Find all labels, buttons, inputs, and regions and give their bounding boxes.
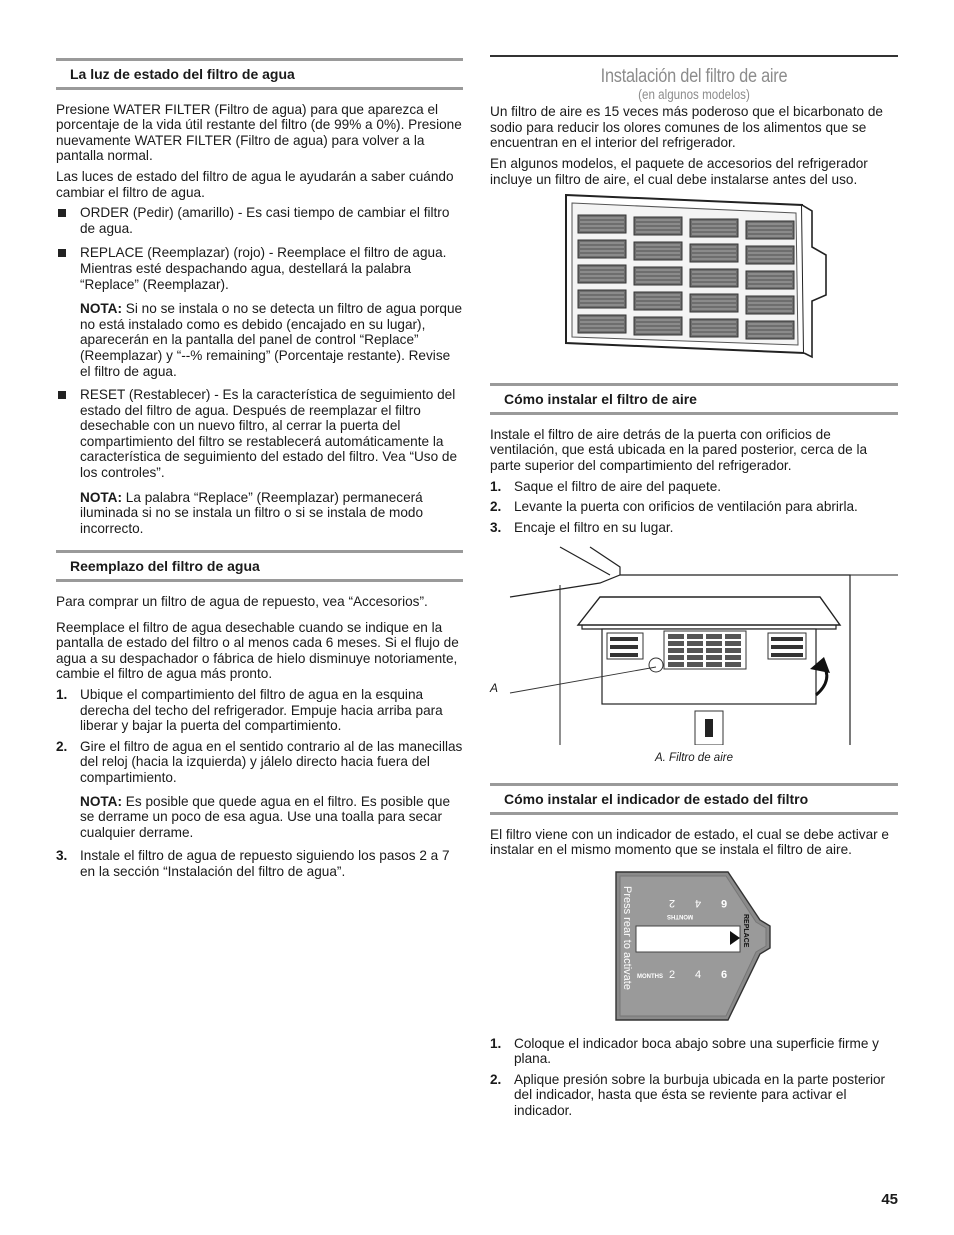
install-filter-slat: [668, 648, 684, 653]
install-filter-slat: [706, 641, 722, 646]
install-filter-slat: [668, 655, 684, 660]
paragraph: Presione WATER FILTER (Filtro de agua) para que aparezca el porcentaje de la vida útil restante del filtro (de 99% a 0%). Presione nuevamente WATER FILTER (Filtro de agua) para volver a la pantalla normal.: [56, 101, 462, 164]
install-filter-slat: [668, 634, 684, 639]
install-filter-slat: [706, 662, 722, 667]
install-filter-slat: [668, 662, 684, 667]
install-filter-slat: [706, 648, 722, 653]
figure-caption: A. Filtro de aire: [655, 752, 733, 765]
section-heading-install-status-indicator: Cómo instalar el indicador de estado del filtro: [490, 783, 898, 815]
right-column: [490, 55, 898, 1124]
bullet-square-icon: [58, 209, 66, 217]
paragraph: El filtro viene con un indicador de estado, el cual se debe activar e instalar en el mismo momento que se instala el filtro de aire.: [490, 826, 889, 858]
section-heading-filter-status-light: La luz de estado del filtro de agua: [56, 58, 463, 90]
install-filter-slat: [687, 655, 703, 660]
tick-6-top: 6: [720, 896, 728, 909]
install-filter-slat: [725, 634, 741, 639]
status-indicator-illustration: [610, 868, 898, 1028]
months-label-top: MONTHS: [667, 912, 693, 919]
tick-4-top: 4: [694, 896, 702, 909]
tick-4-bottom: 4: [694, 968, 702, 981]
step-item: 3. Instale el filtro de agua de repuesto siguiendo los pasos 2 a 7 en la sección “Instalación del filtro de agua”.: [56, 848, 450, 879]
step-item: 1. Ubique el compartimiento del filtro de agua en la esquina derecha del techo del refrigerador. Empuje hacia arriba para liberar y bajar la puerta del compartimiento.: [56, 687, 443, 734]
left-column: [56, 58, 463, 885]
bullet-item-replace: REPLACE (Reemplazar) (rojo) - Reemplace el filtro de agua. Mientras esté despachando agua, destellará la palabra “Replace” (Reemplazar).: [56, 245, 463, 292]
step-item: 2. Levante la puerta con orificios de ventilación para abrirla.: [490, 499, 858, 515]
step-item: 1. Coloque el indicador boca abajo sobre una superficie firme y plana.: [490, 1035, 879, 1067]
install-filter-slat: [725, 641, 741, 646]
section-heading-install-air-filter: Cómo instalar el filtro de aire: [490, 383, 898, 415]
section-heading-water-filter-replacement: Reemplazo del filtro de agua: [56, 550, 463, 582]
bullet-square-icon: [58, 391, 66, 399]
install-filter-slat: [668, 641, 684, 646]
step-item: 2. Gire el filtro de agua en el sentido contrario al de las manecillas del reloj (hacia la izquierda) y jálelo directo hacia fuera del compartimiento.: [56, 738, 463, 785]
install-filter-slat: [687, 634, 703, 639]
bullet-item-reset: RESET (Restablecer) - Es la característica de seguimiento del estado del filtro de agua. Después de reemplazar el filtro desechable con un nuevo filtro, al cerrar la puerta del compartimiento del filtro se restablecerá automáticamente la característica de seguimiento del estado del filtro. Vea “Uso de los controles”.: [56, 387, 463, 481]
air-filter-install-illustration: [490, 545, 898, 745]
note: NOTA: Si no se instala o no se detecta un filtro de agua porque no está instalado como es debido (encajado en su lugar), aparecerán en la pantalla del panel de control “Replace” (Reemplazar) y “--% remaining” (Porcentaje restante). Revise el filtro de agua.: [80, 301, 463, 379]
press-rear-label: Press rear to activate: [621, 885, 633, 990]
months-label-bottom: MONTHS: [637, 973, 663, 980]
tick-2-bottom: 2: [668, 968, 676, 981]
install-filter-slat: [687, 662, 703, 667]
step-item: 2. Aplique presión sobre la burbuja ubicada en la parte posterior del indicador, hasta que ésta se reviente para activar el indicador.: [490, 1071, 886, 1119]
paragraph: Para comprar un filtro de agua de repuesto, vea “Accesorios”.: [56, 594, 428, 610]
install-filter-slat: [687, 641, 703, 646]
paragraph: Un filtro de aire es 15 veces más poderoso que el bicarbonato de sodio para reducir los olores comunes de los alimentos que se encuentran en el interior del refrigerador.: [490, 104, 883, 151]
install-filter-slat: [687, 648, 703, 653]
bullet-square-icon: [58, 249, 66, 257]
figure-label-a: A: [490, 681, 499, 696]
tick-6-bottom: 6: [720, 968, 728, 981]
paragraph: Las luces de estado del filtro de agua le ayudarán a saber cuándo cambiar el filtro de agua.: [56, 168, 454, 200]
note: NOTA: Es posible que quede agua en el filtro. Es posible que se derrame un poco de esa agua. Use una toalla para secar cualquier derrame.: [80, 793, 451, 840]
install-filter-slat: [725, 655, 741, 660]
page-subtitle: (en algunos modelos): [638, 86, 750, 102]
bullet-item-order: ORDER (Pedir) (amarillo) - Es casi tiempo de cambiar el filtro de agua.: [56, 205, 463, 236]
paragraph: Instale el filtro de aire detrás de la puerta con orificios de ventilación, que está ubicada en la pared posterior, cerca de la parte superior del compartimiento del refrigerador.: [490, 426, 868, 473]
page-title: Instalación del filtro de aire: [600, 66, 788, 87]
install-filter-slat: [706, 655, 722, 660]
top-rule: [490, 55, 898, 57]
step-item: 3. Encaje el filtro en su lugar.: [490, 519, 674, 535]
install-filter-slat: [725, 662, 741, 667]
replace-label: REPLACE: [742, 913, 749, 948]
install-filter-slat: [706, 634, 722, 639]
install-filter-slat: [725, 648, 741, 653]
note: NOTA: La palabra “Replace” (Reemplazar) permanecerá iluminada si no se instala un filtro o si se instala de modo incorrecto.: [80, 489, 424, 536]
step-item: 1. Saque el filtro de aire del paquete.: [490, 478, 722, 494]
paragraph: En algunos modelos, el paquete de accesorios del refrigerador incluye un filtro de aire, el cual debe instalarse antes del uso.: [490, 155, 868, 187]
page-number: 45: [881, 1191, 898, 1208]
air-filter-illustration: [560, 193, 898, 373]
paragraph: Reemplace el filtro de agua desechable cuando se indique en la pantalla de estado del filtro o al menos cada 6 meses. Si el flujo de agua a su despachador o fábrica de hielo disminuye notoriamente, cambie el filtro de agua más pronto.: [56, 619, 459, 682]
tick-2-top: 2: [668, 896, 676, 909]
